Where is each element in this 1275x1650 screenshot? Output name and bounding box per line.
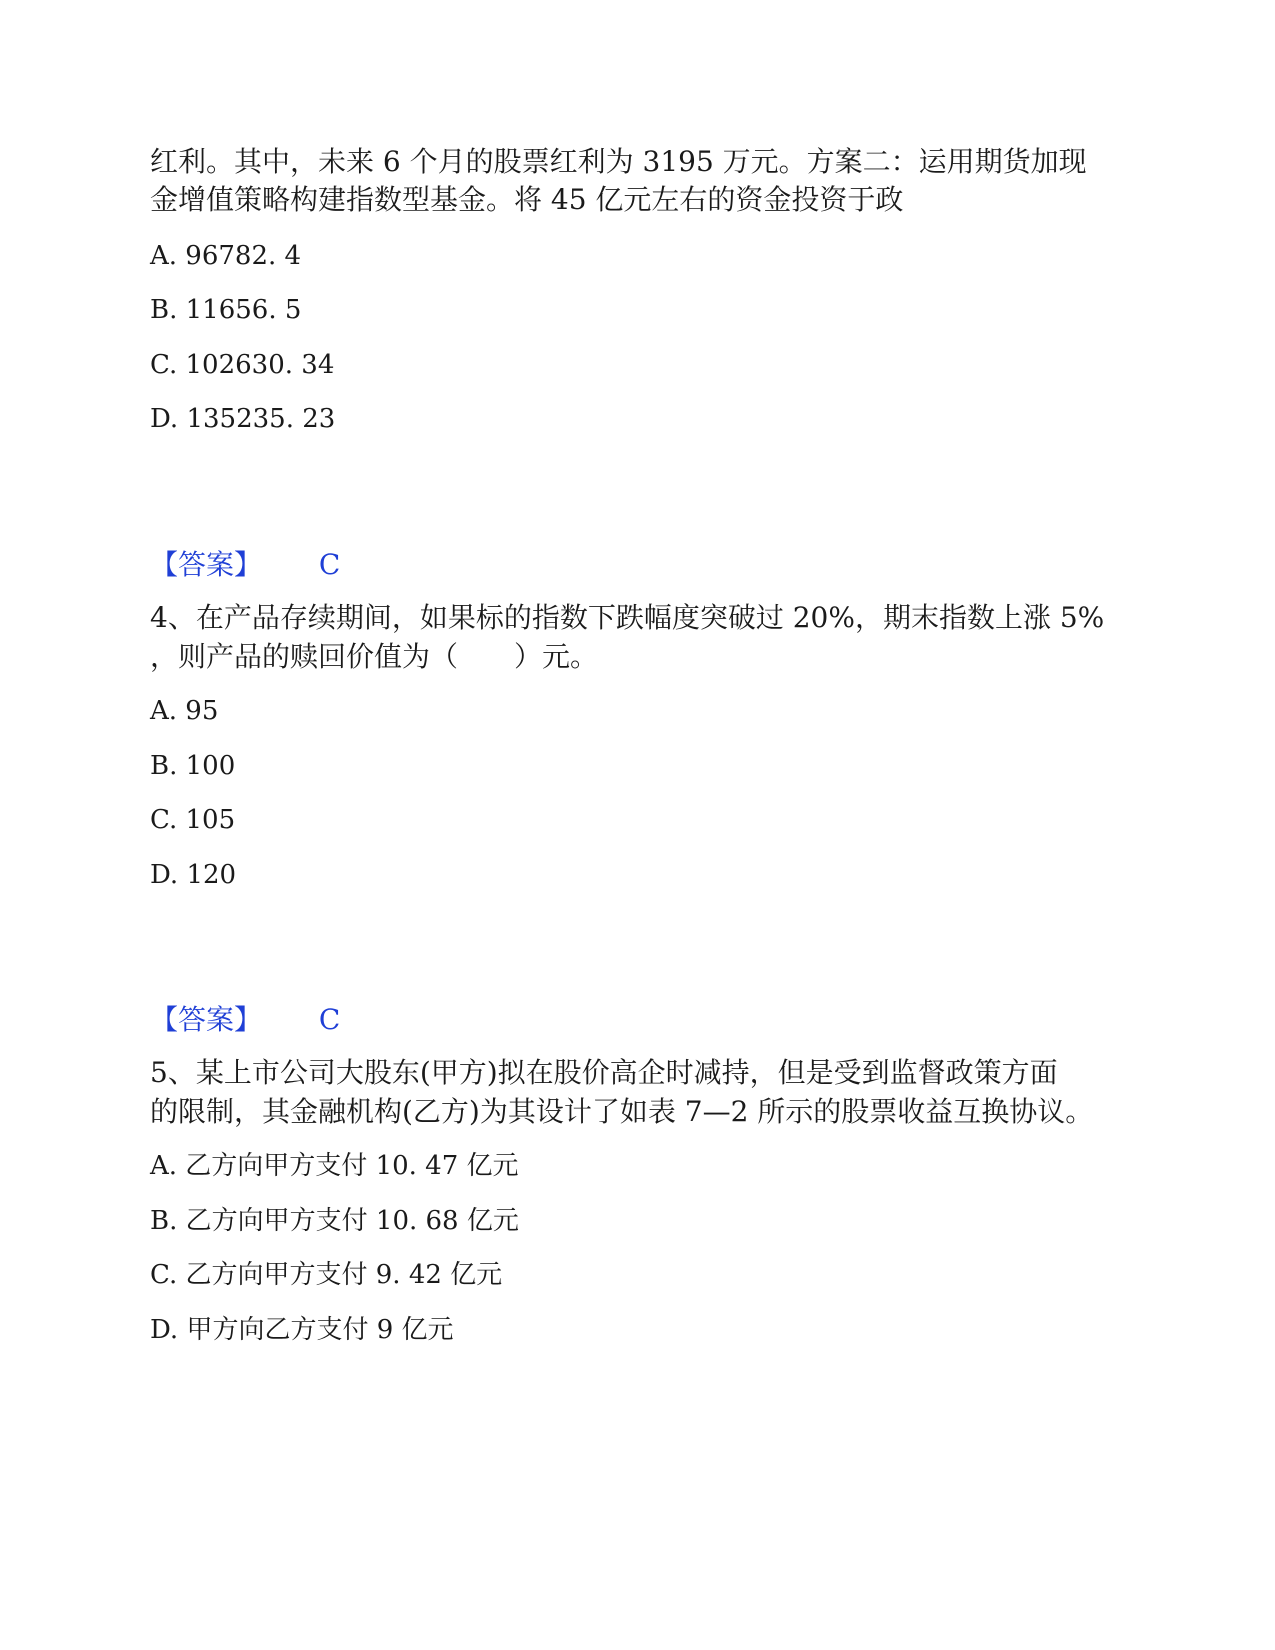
answer-4-label: 【答案】 — [150, 1003, 263, 1036]
answer-4-row — [150, 1000, 340, 1040]
question-3-option-d: D. 135235. 23 — [150, 404, 336, 434]
question-4-text-line-2: ，则产品的赎回价值为（ ）元。 — [150, 640, 599, 673]
question-5-option-d: D. 甲方向乙方支付 9 亿元 — [150, 1315, 454, 1345]
answer-4-value: C — [318, 1003, 341, 1036]
question-3-option-b: B. 11656. 5 — [150, 295, 302, 325]
question-5-option-a: A. 乙方向甲方支付 10. 47 亿元 — [150, 1151, 519, 1181]
question-3-text-line-2: 金增值策略构建指数型基金。将 45 亿元左右的资金投资于政 — [150, 183, 904, 216]
question-3-option-a: A. 96782. 4 — [150, 241, 302, 271]
question-4-option-d: D. 120 — [150, 860, 237, 890]
answer-3-value: C — [318, 548, 341, 581]
answer-3-label: 【答案】 — [150, 548, 263, 581]
question-3-option-c: C. 102630. 34 — [150, 350, 335, 380]
answer-3-row — [150, 545, 340, 585]
question-4-option-b: B. 100 — [150, 751, 236, 781]
question-3-text-line-1: 红利。其中，未来 6 个月的股票红利为 3195 万元。方案二：运用期货加现 — [150, 145, 1087, 178]
question-5-option-b: B. 乙方向甲方支付 10. 68 亿元 — [150, 1206, 519, 1236]
question-4-text-line-1: 4、在产品存续期间，如果标的指数下跌幅度突破过 20%，期末指数上涨 5% — [150, 601, 1105, 634]
question-5-text-line-1: 5、某上市公司大股东(甲方)拟在股价高企时减持，但是受到监督政策方面 — [150, 1056, 1058, 1089]
question-5-option-c: C. 乙方向甲方支付 9. 42 亿元 — [150, 1260, 503, 1290]
question-5-text-line-2: 的限制，其金融机构(乙方)为其设计了如表 7—2 所示的股票收益互换协议。 — [150, 1095, 1094, 1128]
question-4-option-a: A. 95 — [150, 696, 219, 726]
question-4-option-c: C. 105 — [150, 805, 236, 835]
